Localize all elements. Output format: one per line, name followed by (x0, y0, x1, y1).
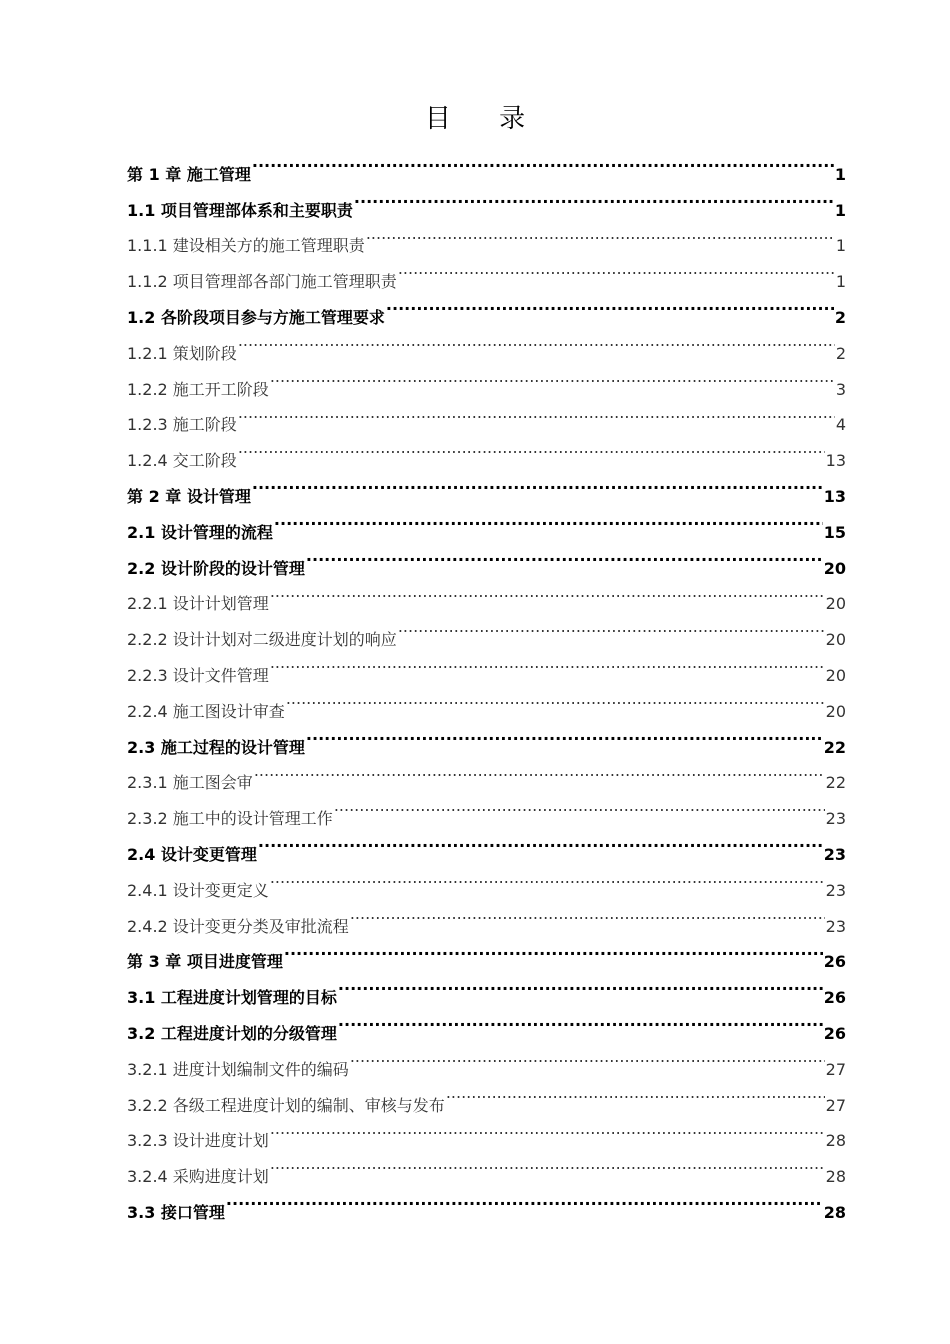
toc-entry-label: 1.2.4 交工阶段 (127, 451, 237, 471)
toc-dot-leader (306, 538, 823, 574)
toc-entry-page-number: 28 (825, 1167, 846, 1187)
toc-entry-page-number: 2 (835, 343, 846, 363)
toc-dot-leader (446, 1075, 825, 1111)
toc-dot-leader (238, 430, 825, 466)
toc-entry-page-number: 1 (835, 272, 846, 292)
toc-entry-page-number: 27 (825, 1059, 846, 1079)
toc-entry-label: 2.1 设计管理的流程 (127, 522, 273, 542)
toc-entry-label: 2.2.1 设计计划管理 (127, 594, 269, 614)
toc-dot-leader (258, 824, 823, 860)
toc-entry-label: 2.2.4 施工图设计审查 (127, 701, 285, 721)
toc-entry-label: 1.2.3 施工阶段 (127, 415, 237, 435)
toc-entry-page-number: 1 (834, 164, 846, 184)
toc-dot-leader (270, 1111, 825, 1147)
toc-entry-page-number: 22 (823, 737, 846, 757)
toc-dot-leader (286, 681, 825, 717)
toc-dot-leader (270, 645, 825, 681)
toc-dot-leader (252, 144, 834, 180)
toc-dot-leader (334, 788, 825, 824)
toc-dot-leader (270, 1146, 825, 1182)
toc-entry-1[interactable] (127, 144, 846, 184)
toc-entry-page-number: 1 (834, 200, 846, 220)
toc-entry-page-number: 26 (823, 952, 846, 972)
toc-entry-page-number: 22 (825, 773, 846, 793)
toc-entry-page-number: 23 (825, 880, 846, 900)
toc-entry-label: 2.2 设计阶段的设计管理 (127, 558, 305, 578)
toc-entry-page-number: 13 (825, 451, 846, 471)
toc-dot-leader (350, 1039, 825, 1075)
toc-dot-leader (398, 251, 835, 287)
toc-entry-page-number: 23 (825, 809, 846, 829)
toc-dot-leader (274, 502, 823, 538)
toc-list (127, 144, 846, 1222)
toc-entry-label: 第 1 章 施工管理 (127, 164, 251, 184)
toc-entry-label: 第 2 章 设计管理 (127, 486, 251, 506)
toc-entry-page-number: 20 (825, 594, 846, 614)
toc-dot-leader (252, 466, 823, 502)
toc-entry-page-number: 20 (823, 558, 846, 578)
toc-entry-label: 1.1.2 项目管理部各部门施工管理职责 (127, 272, 397, 292)
toc-entry-page-number: 26 (823, 1023, 846, 1043)
toc-entry-label: 3.2.1 进度计划编制文件的编码 (127, 1059, 349, 1079)
toc-dot-leader (284, 932, 823, 968)
toc-entry-label: 1.2.2 施工开工阶段 (127, 379, 269, 399)
toc-entry-page-number: 1 (835, 236, 846, 256)
toc-entry-label: 2.3.2 施工中的设计管理工作 (127, 809, 333, 829)
toc-entry-label: 2.3 施工过程的设计管理 (127, 737, 305, 757)
toc-entry-page-number: 23 (823, 844, 846, 864)
toc-entry-page-number: 28 (825, 1131, 846, 1151)
toc-entry-page-number: 15 (823, 522, 846, 542)
toc-dot-leader (350, 896, 825, 932)
toc-entry-label: 3.2 工程进度计划的分级管理 (127, 1023, 337, 1043)
toc-entry-label: 第 3 章 项目进度管理 (127, 952, 283, 972)
toc-entry-page-number: 28 (823, 1202, 846, 1222)
toc-title: 目 录 (424, 104, 546, 134)
toc-entry-page-number: 20 (825, 701, 846, 721)
toc-entry-label: 3.2.4 采购进度计划 (127, 1167, 269, 1187)
toc-entry-label: 1.1 项目管理部体系和主要职责 (127, 200, 353, 220)
toc-dot-leader (238, 395, 835, 431)
toc-dot-leader (254, 753, 825, 789)
toc-dot-leader (270, 860, 825, 896)
toc-entry-page-number: 3 (835, 379, 846, 399)
toc-dot-leader (366, 216, 835, 252)
toc-entry-label: 2.4.1 设计变更定义 (127, 880, 269, 900)
toc-dot-leader (386, 287, 834, 323)
toc-dot-leader (398, 609, 825, 645)
toc-dot-leader (226, 1182, 823, 1218)
toc-dot-leader (238, 323, 835, 359)
toc-entry-label: 1.1.1 建设相关方的施工管理职责 (127, 236, 365, 256)
toc-entry-label: 1.2 各阶段项目参与方施工管理要求 (127, 307, 385, 327)
toc-entry-page-number: 4 (835, 415, 846, 435)
toc-entry-page-number: 27 (825, 1095, 846, 1115)
toc-entry-page-number: 23 (825, 916, 846, 936)
toc-entry-page-number: 20 (825, 665, 846, 685)
toc-entry-30[interactable] (127, 1182, 846, 1222)
toc-entry-page-number: 2 (834, 307, 846, 327)
toc-dot-leader (338, 967, 823, 1003)
toc-entry-label: 2.2.2 设计计划对二级进度计划的响应 (127, 630, 397, 650)
toc-dot-leader (270, 574, 825, 610)
toc-entry-page-number: 13 (823, 486, 846, 506)
toc-entry-page-number: 26 (823, 988, 846, 1008)
toc-dot-leader (270, 359, 835, 395)
toc-entry-label: 3.2.3 设计进度计划 (127, 1131, 269, 1151)
toc-entry-label: 2.4 设计变更管理 (127, 844, 257, 864)
toc-entry-label: 2.2.3 设计文件管理 (127, 665, 269, 685)
toc-entry-label: 3.1 工程进度计划管理的目标 (127, 988, 337, 1008)
toc-entry-label: 2.4.2 设计变更分类及审批流程 (127, 916, 349, 936)
toc-dot-leader (306, 717, 823, 753)
toc-entry-label: 3.3 接口管理 (127, 1202, 225, 1222)
toc-entry-label: 3.2.2 各级工程进度计划的编制、审核与发布 (127, 1095, 445, 1115)
toc-entry-label: 1.2.1 策划阶段 (127, 343, 237, 363)
toc-entry-page-number: 20 (825, 630, 846, 650)
toc-entry-label: 2.3.1 施工图会审 (127, 773, 253, 793)
toc-dot-leader (354, 180, 834, 216)
toc-dot-leader (338, 1003, 823, 1039)
